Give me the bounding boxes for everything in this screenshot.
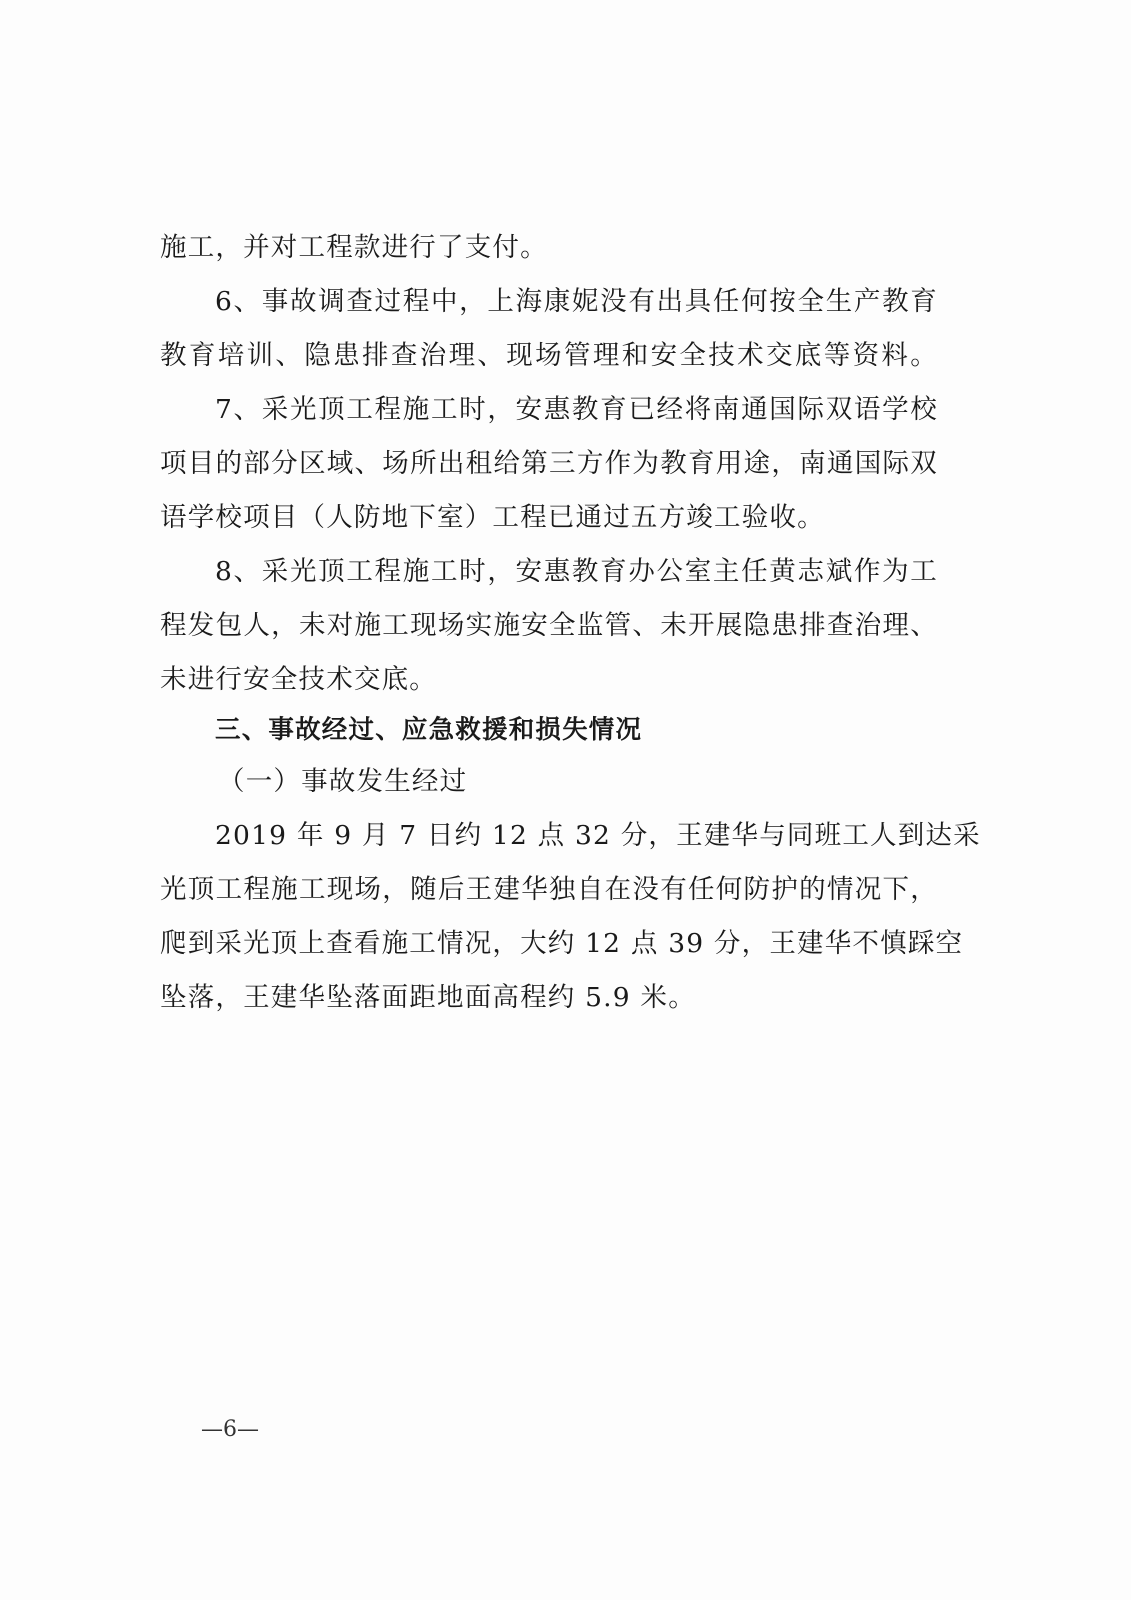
paragraph-line: 坠落，王建华坠落面距地面高程约 5.9 米。 — [160, 982, 696, 1013]
paragraph-line: 项目的部分区域、场所出租给第三方作为教育用途，南通国际双 — [160, 448, 938, 479]
paragraph-line: 8、采光顶工程施工时，安惠教育办公室主任黄志斌作为工 — [215, 556, 938, 587]
paragraph-line: 爬到采光顶上查看施工情况，大约 12 点 39 分，王建华不慎踩空 — [160, 928, 964, 959]
paragraph-line: 程发包人，未对施工现场实施安全监管、未开展隐患排查治理、 — [160, 610, 938, 641]
paragraph-line: 2019 年 9 月 7 日约 12 点 32 分，王建华与同班工人到达采 — [215, 820, 981, 851]
section-heading: 三、事故经过、应急救援和损失情况 — [215, 715, 643, 745]
paragraph-line: 7、采光顶工程施工时，安惠教育已经将南通国际双语学校 — [215, 394, 938, 425]
paragraph-line: 光顶工程施工现场，随后王建华独自在没有任何防护的情况下， — [160, 874, 938, 905]
paragraph-line: 教育培训、隐患排查治理、现场管理和安全技术交底等资料。 — [160, 340, 938, 371]
paragraph-line: 6、事故调查过程中，上海康妮没有出具任何按全生产教育 — [215, 286, 938, 317]
subsection-heading: （一）事故发生经过 — [218, 766, 468, 797]
page-number: —6— — [201, 1417, 259, 1442]
paragraph-line: 语学校项目（人防地下室）工程已通过五方竣工验收。 — [160, 502, 825, 533]
paragraph-line: 施工，并对工程款进行了支付。 — [160, 232, 548, 263]
paragraph-line: 未进行安全技术交底。 — [160, 664, 437, 695]
